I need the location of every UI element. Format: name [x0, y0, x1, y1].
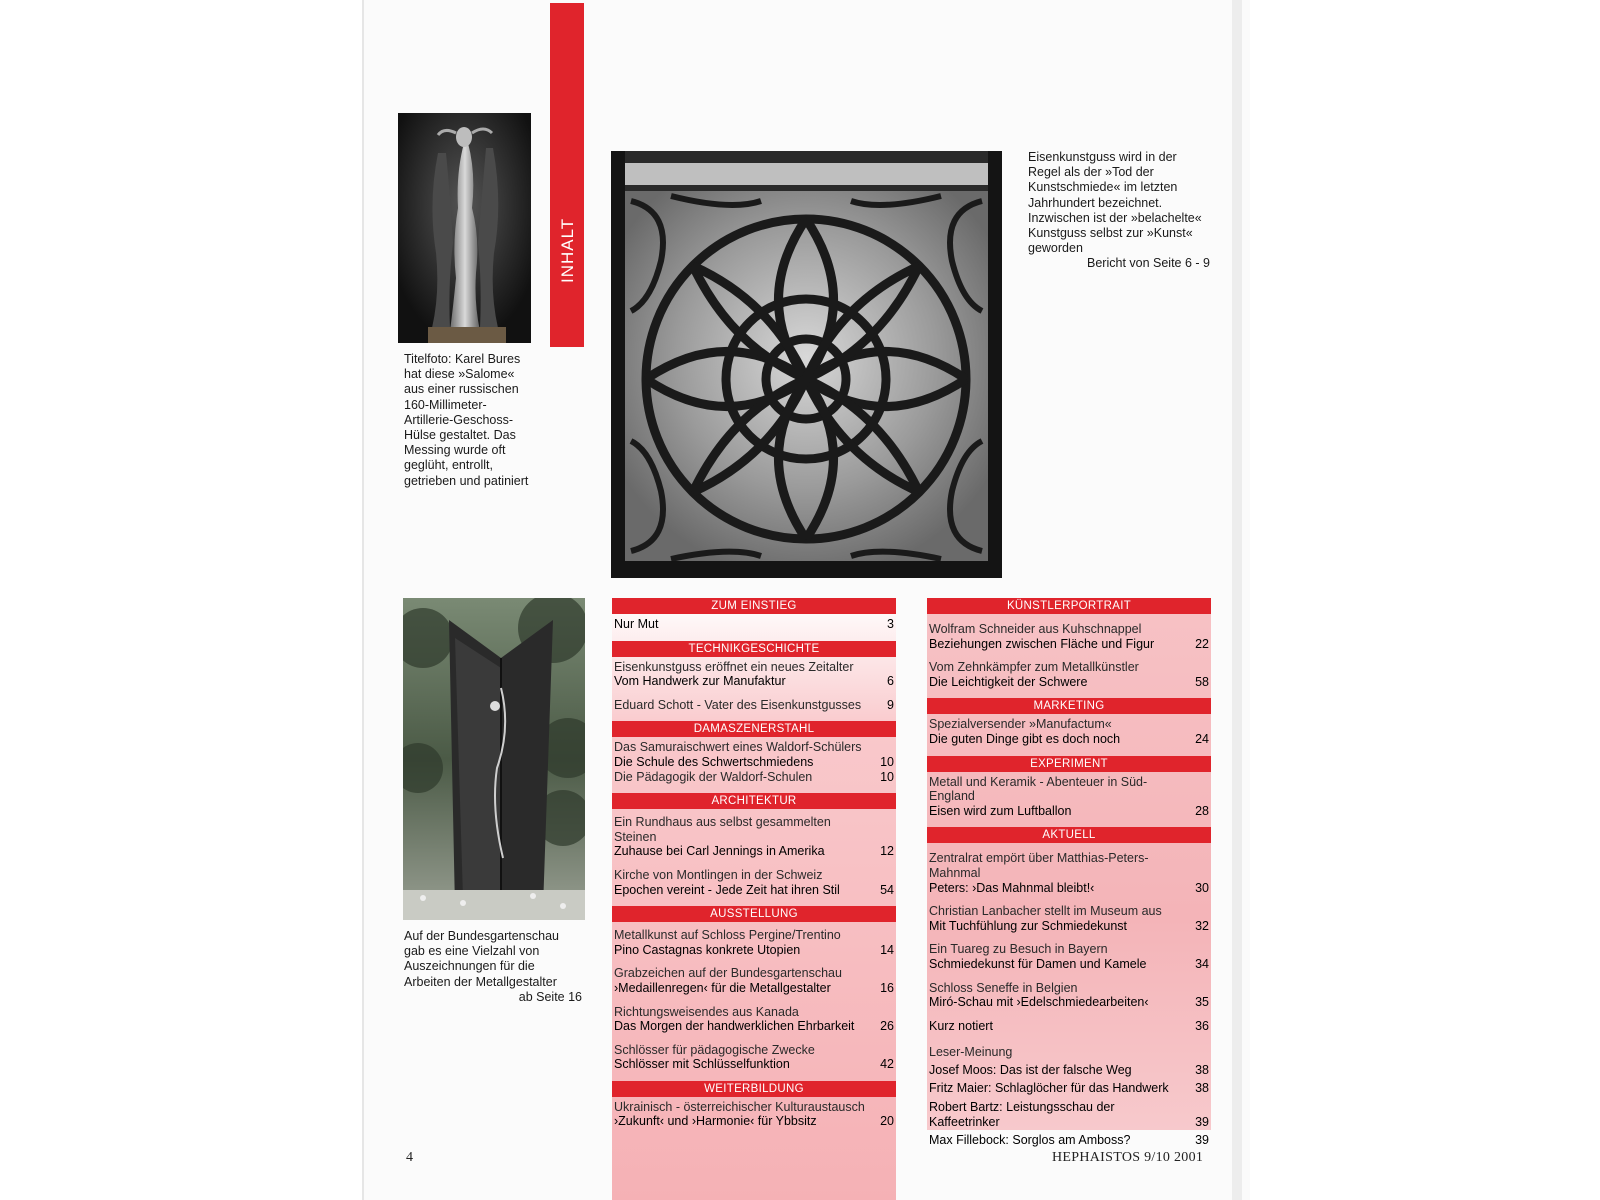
toc-entry — [929, 1133, 1211, 1148]
entry-kicker: Metallkunst auf Schloss Pergine/Trentino — [614, 928, 841, 943]
entry-title: Schmiedekunst für Damen und Kamele — [929, 956, 1147, 971]
garden-caption-ref: ab Seite 16 — [518, 989, 582, 1004]
entry-kicker: Eduard Schott - Vater des Eisenkunstgusses — [614, 697, 862, 712]
section-heading: EXPERIMENT — [927, 756, 1211, 772]
entry-kicker: Schloss Seneffe in Belgien — [929, 980, 1078, 995]
section-heading: MARKETING — [927, 698, 1211, 714]
entry-page: 9 — [887, 697, 894, 712]
entry-kicker: Schlösser für pädagogische Zwecke — [614, 1042, 815, 1057]
entry-title: Die Schule des Schwertschmiedens — [614, 754, 814, 769]
entry-kicker: Eisenkunstguss eröffnet ein neues Zeitalter — [614, 659, 854, 674]
toc-entry — [612, 698, 896, 713]
toc-section-damaszenerstahl — [612, 721, 896, 784]
entry-kicker: Das Samuraischwert eines Waldorf-Schülers — [614, 740, 862, 755]
cover-caption — [404, 352, 530, 489]
iron-caption-ref: Bericht von Seite 6 - 9 — [1087, 256, 1210, 271]
entry-kicker: Ukrainisch - österreichischer Kulturaustausch — [614, 1099, 865, 1114]
toc-entry — [612, 1043, 896, 1072]
entry-title: Pino Castagnas konkrete Utopien — [614, 942, 801, 957]
section-tab — [550, 3, 584, 347]
entry-title: Das Morgen der handwerklichen Ehrbarkeit — [614, 1019, 855, 1034]
toc-section-aktuell — [927, 827, 1211, 1033]
entry-kicker: Kirche von Montlingen in der Schweiz — [614, 867, 823, 882]
toc-entry — [927, 1019, 1211, 1034]
toc-entry — [929, 1063, 1211, 1078]
toc-entry — [929, 1045, 1211, 1060]
entry-kicker: Vom Zehnkämpfer zum Metallkünstler — [929, 660, 1139, 675]
entry-title: Eisen wird zum Luftballon — [929, 803, 1072, 818]
toc-entry — [927, 942, 1211, 971]
toc-section-experiment — [927, 756, 1211, 819]
entry-title: Vom Handwerk zur Manufaktur — [614, 674, 786, 689]
entry-kicker: Die Pädagogik der Waldorf-Schulen — [614, 769, 813, 784]
garden-image — [403, 598, 585, 920]
section-heading: KÜNSTLERPORTRAIT — [927, 598, 1211, 614]
section-tab-label: INHALT — [558, 217, 577, 283]
entry-page: 39 — [1195, 1133, 1209, 1148]
toc-left-column — [612, 598, 896, 1138]
toc-entry — [929, 1100, 1211, 1129]
entry-title: Die Leichtigkeit der Schwere — [929, 674, 1088, 689]
garden-caption-text: Auf der Bundesgartenschau gab es eine Vielzahl von Auszeichnungen für die Arbeiten der Metallgestalter — [404, 929, 559, 989]
toc-right-column — [927, 598, 1211, 1152]
sculpture-image — [398, 113, 531, 343]
entry-page: 32 — [1195, 918, 1209, 933]
entry-title: Die guten Dinge gibt es doch noch — [929, 731, 1121, 746]
entry-page: 14 — [880, 942, 894, 957]
section-heading: AKTUELL — [927, 827, 1211, 843]
entry-page: 28 — [1195, 803, 1209, 818]
toc-entry — [927, 851, 1211, 895]
garden-caption — [404, 929, 582, 1005]
entry-page: 16 — [880, 980, 894, 995]
entry-title: ›Zukunft‹ und ›Harmonie‹ für Ybbsitz — [614, 1114, 817, 1129]
section-heading: WEITERBILDUNG — [612, 1081, 896, 1097]
entry-kicker: Christian Lanbacher stellt im Museum aus — [929, 904, 1162, 919]
entry-title: Kurz notiert — [929, 1018, 993, 1033]
entry-kicker: Leser-Meinung — [929, 1045, 1013, 1060]
section-heading: TECHNIKGESCHICHTE — [612, 641, 896, 657]
toc-section-architektur — [612, 793, 896, 897]
entry-kicker: Zentralrat empört über Matthias-Peters-Mahnmal — [929, 851, 1149, 880]
entry-page: 58 — [1195, 674, 1209, 689]
iron-grille-photo — [611, 151, 1002, 578]
entry-kicker: Spezialversender »Manufactum« — [929, 717, 1112, 732]
entry-kicker: Ein Rundhaus aus selbst gesammelten Steinen — [614, 815, 831, 844]
toc-entry — [612, 740, 896, 769]
entry-page: 24 — [1195, 731, 1209, 746]
entry-title: Max Fillebock: Sorglos am Amboss? — [929, 1133, 1131, 1148]
entry-title: Peters: ›Das Mahnmal bleibt!‹ — [929, 880, 1095, 895]
toc-entry — [927, 981, 1211, 1010]
entry-title: Schlösser mit Schlüsselfunktion — [614, 1057, 790, 1072]
entry-title: Josef Moos: Das ist der falsche Weg — [929, 1062, 1132, 1077]
entry-kicker: Ein Tuareg zu Besuch in Bayern — [929, 942, 1108, 957]
cover-photo — [398, 113, 531, 343]
entry-title: Epochen vereint - Jede Zeit hat ihren Stil — [614, 882, 840, 897]
section-heading: DAMASZENERSTAHL — [612, 721, 896, 737]
entry-page: 38 — [1195, 1081, 1209, 1096]
toc-entry — [612, 966, 896, 995]
entry-page: 34 — [1195, 956, 1209, 971]
toc-entry — [927, 660, 1211, 689]
entry-page: 42 — [880, 1057, 894, 1072]
entry-page: 20 — [880, 1114, 894, 1129]
entry-page: 12 — [880, 844, 894, 859]
toc-entry — [612, 928, 896, 957]
magazine-issue: HEPHAISTOS 9/10 2001 — [1052, 1150, 1204, 1165]
toc-entry — [612, 1100, 896, 1129]
grille-image — [611, 151, 1002, 578]
entry-title: ›Medaillenregen‹ für die Metallgestalter — [614, 980, 831, 995]
toc-section-marketing — [927, 698, 1211, 746]
toc-section-ausstellung — [612, 906, 896, 1072]
entry-page: 35 — [1195, 995, 1209, 1010]
entry-kicker: Richtungsweisendes aus Kanada — [614, 1004, 799, 1019]
toc-entry — [927, 622, 1211, 651]
entry-page: 3 — [887, 617, 894, 631]
entry-page: 22 — [1195, 636, 1209, 651]
toc-entry — [612, 660, 896, 689]
toc-section-leser-meinung — [927, 1045, 1211, 1148]
toc-entry — [927, 904, 1211, 933]
entry-page: 38 — [1195, 1062, 1209, 1077]
entry-title: Miró-Schau mit ›Edelschmiedearbeiten‹ — [929, 995, 1149, 1010]
entry-page: 39 — [1195, 1114, 1209, 1129]
entry-page: 30 — [1195, 880, 1209, 895]
iron-caption-text: Eisenkunstguss wird in der Regel als der »Tod der Kunstschmiede« im letzten Jahrhundert bezeichnet. Inzwischen ist der »belachelte« Kunstguss selbst zur »Kunst« geworden — [1028, 150, 1202, 256]
toc-entry — [929, 1081, 1211, 1096]
toc-entry — [612, 1005, 896, 1034]
toc-entry — [612, 617, 896, 632]
cover-caption-text: Titelfoto: Karel Bures hat diese »Salome« aus einer russischen 160-Millimeter-Artillerie-Geschoss-Hülse gestaltet. Das Messing wurde oft geglüht, entrollt, getrieben und patiniert — [404, 352, 529, 488]
entry-page: 10 — [880, 754, 894, 769]
section-heading: ZUM EINSTIEG — [612, 598, 896, 614]
page-number: 4 — [406, 1150, 413, 1165]
entry-title: Beziehungen zwischen Fläche und Figur — [929, 636, 1155, 651]
entry-kicker: Metall und Keramik - Abenteuer in Süd-England — [929, 774, 1148, 804]
toc-section-zum-einstieg — [612, 598, 896, 632]
entry-kicker: Wolfram Schneider aus Kuhschnappel — [929, 622, 1142, 636]
toc-entry — [927, 775, 1211, 819]
entry-page: 54 — [880, 882, 894, 897]
entry-page: 36 — [1195, 1018, 1209, 1033]
entry-page: 10 — [880, 769, 894, 784]
entry-title: Mit Tuchfühlung zur Schmiedekunst — [929, 918, 1128, 933]
entry-title: Nur Mut — [614, 617, 659, 631]
section-heading: ARCHITEKTUR — [612, 793, 896, 809]
toc-section-technikgeschichte — [612, 641, 896, 713]
toc-section-kuenstlerportrait — [927, 598, 1211, 689]
entry-page: 26 — [880, 1019, 894, 1034]
entry-title: Zuhause bei Carl Jennings in Amerika — [614, 844, 825, 859]
toc-entry — [612, 770, 896, 785]
toc-section-weiterbildung — [612, 1081, 896, 1129]
iron-caption — [1028, 150, 1210, 272]
entry-title: Fritz Maier: Schlaglöcher für das Handwerk — [929, 1081, 1169, 1096]
entry-kicker: Grabzeichen auf der Bundesgartenschau — [614, 966, 842, 981]
page-edge — [1232, 0, 1242, 1200]
entry-page: 6 — [887, 674, 894, 689]
entry-title: Robert Bartz: Leistungsschau der Kaffeetrinker — [929, 1100, 1115, 1129]
toc-entry — [612, 815, 896, 859]
toc-entry — [612, 868, 896, 897]
garden-photo — [403, 598, 585, 920]
section-heading: AUSSTELLUNG — [612, 906, 896, 922]
toc-entry — [927, 717, 1211, 746]
